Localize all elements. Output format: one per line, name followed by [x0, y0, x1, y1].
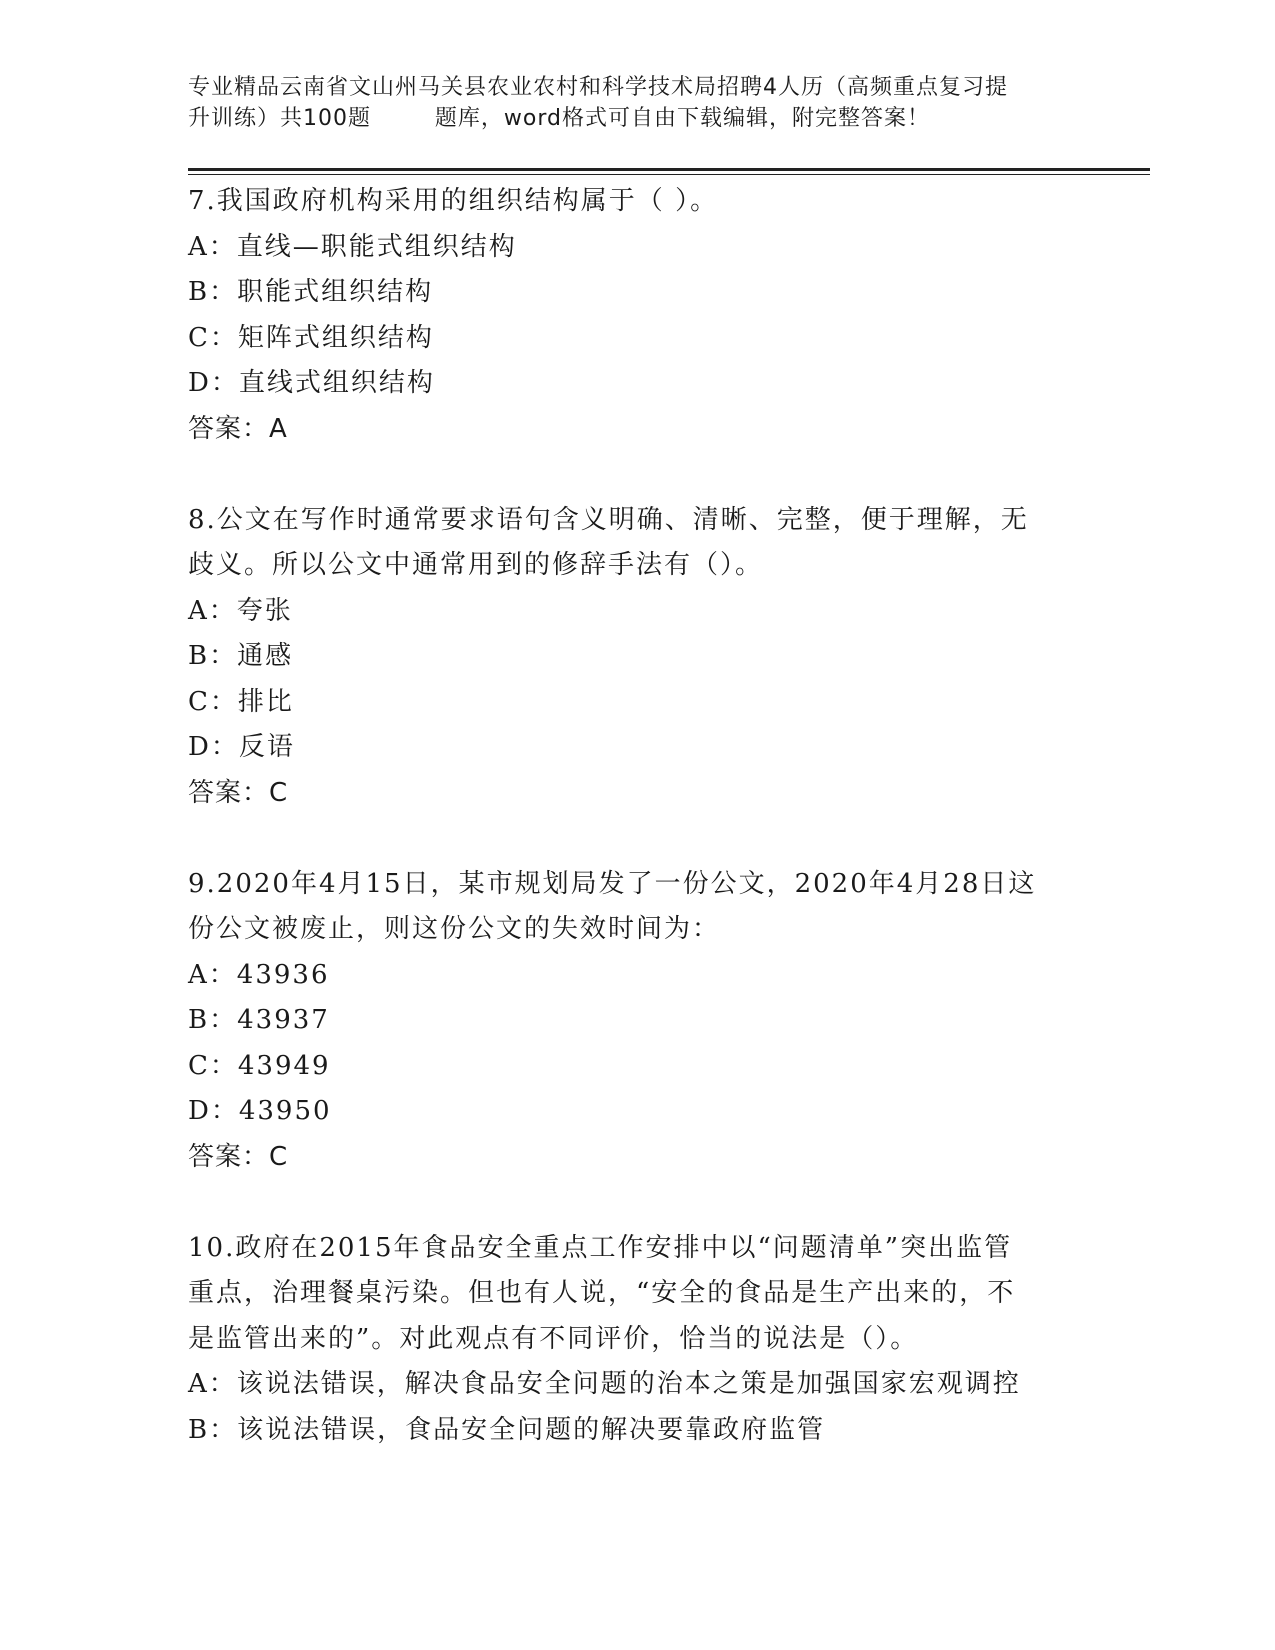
question-list [188, 179, 1148, 1453]
header-line-1: 专业精品云南省文山州马关县农业农村和科学技术局招聘4人历（高频重点复习提 [188, 75, 1008, 100]
question-stem-continued: 重点，治理餐桌污染。但也有人说，“安全的食品是生产出来的，不 [188, 1278, 1016, 1308]
question-stem-continued: 份公文被废止，则这份公文的失效时间为： [188, 914, 721, 944]
question-stem-continued: 是监管出来的”。对此观点有不同评价，恰当的说法是（）。 [188, 1323, 919, 1354]
question-block [188, 179, 1148, 452]
option-a: A：该说法错误，解决食品安全问题的治本之策是加强国家宏观调控 [188, 1369, 1021, 1399]
answer: 答案：C [188, 1141, 289, 1172]
option-b: B：43937 [188, 1005, 330, 1035]
header-rule-thin [188, 174, 1150, 175]
document-header [188, 72, 1148, 134]
question-stem-continued: 歧义。所以公文中通常用到的修辞手法有（）。 [188, 550, 764, 580]
question-stem: 7.我国政府机构采用的组织结构属于（ ）。 [188, 186, 719, 216]
option-a: A：43936 [188, 959, 330, 990]
option-a: A：夸张 [188, 595, 293, 626]
question-block [188, 862, 1148, 1181]
document-page [188, 72, 1148, 1453]
option-c: C：排比 [188, 686, 294, 717]
option-d: D：反语 [188, 732, 295, 762]
answer: 答案：C [188, 777, 289, 808]
option-c: C：矩阵式组织结构 [188, 322, 434, 353]
option-a: A：直线—职能式组织结构 [188, 231, 517, 262]
question-stem: 10.政府在2015年食品安全重点工作安排中以“问题清单”突出监管 [188, 1232, 1013, 1263]
header-line-2: 升训练）共100题 题库，word格式可自由下载编辑，附完整答案！ [188, 106, 931, 131]
question-stem: 8.公文在写作时通常要求语句含义明确、清晰、完整，便于理解，无 [188, 504, 1029, 535]
option-b: B：该说法错误，食品安全问题的解决要靠政府监管 [188, 1414, 826, 1445]
option-d: D：43950 [188, 1096, 332, 1126]
question-block [188, 498, 1148, 817]
answer: 答案：A [188, 413, 288, 444]
option-b: B：通感 [188, 641, 294, 671]
option-c: C：43949 [188, 1050, 331, 1081]
option-b: B：职能式组织结构 [188, 277, 434, 307]
question-block [188, 1226, 1148, 1454]
question-stem: 9.2020年4月15日，某市规划局发了一份公文，2020年4月28日这 [188, 868, 1037, 899]
header-rule-thick [188, 168, 1150, 171]
option-d: D：直线式组织结构 [188, 368, 435, 398]
